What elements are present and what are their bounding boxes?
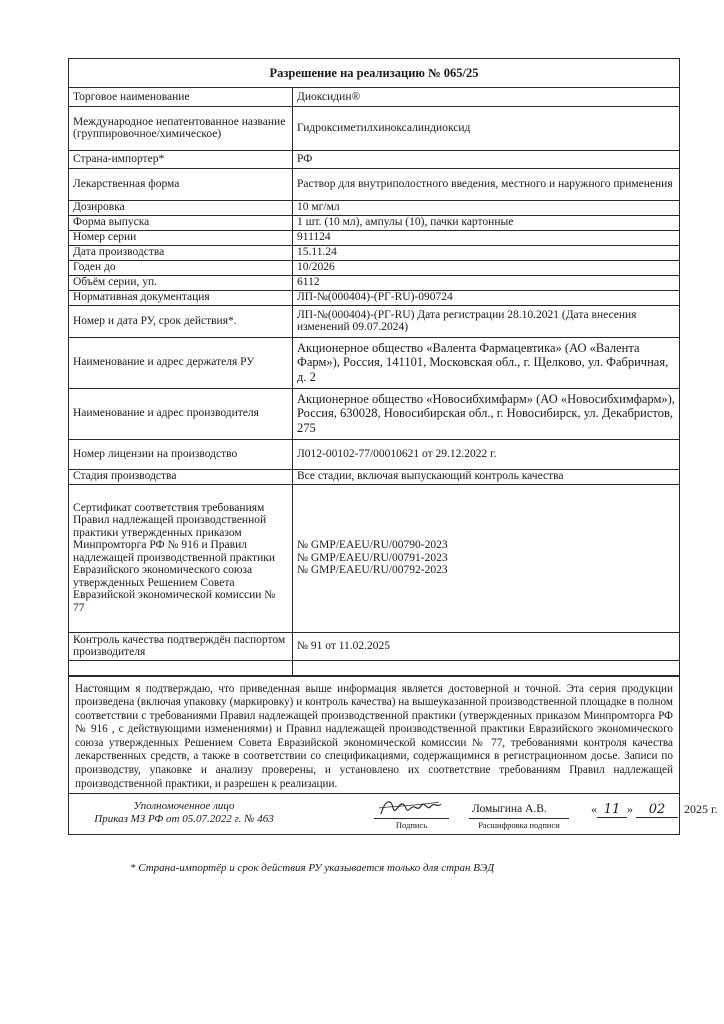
handwritten-signature <box>375 794 445 820</box>
date-day: 11 <box>597 802 627 818</box>
footnote: * Страна-импортёр и срок действия РУ указывается только для стран ВЭД <box>130 862 495 874</box>
row-value-production-date: 15.11.24 <box>293 245 680 260</box>
table-row <box>69 484 679 632</box>
row-value-inn: Гидроксиметилхиноксалиндиоксид <box>293 106 680 150</box>
product-info-table <box>69 88 679 676</box>
table-row <box>69 290 679 305</box>
table-row <box>69 439 679 469</box>
row-value-batch-number: 911124 <box>293 230 680 245</box>
row-label-batch-number: Номер серии <box>69 230 293 245</box>
row-label-inn: Международное непатентованное название (группировочное/химическое) <box>69 106 293 150</box>
row-value-registration: ЛП-№(000404)-(РГ-RU) Дата регистрации 28.10.2021 (Дата внесения изменений 09.07.2024) <box>293 305 680 337</box>
row-label-batch-size: Объём серии, уп. <box>69 275 293 290</box>
row-label-dosage-form: Лекарственная форма <box>69 168 293 200</box>
row-value-holder: Акционерное общество «Валента Фармацевтика» (АО «Валента Фарм»), Россия, 141101, Московская обл., г. Щелково, ул. Фабричная, д. 2 <box>293 337 680 388</box>
table-row <box>69 337 679 388</box>
table-row <box>69 260 679 275</box>
row-label-stage: Стадия производства <box>69 469 293 484</box>
row-label-expiry: Годен до <box>69 260 293 275</box>
row-value-gmp-certificates <box>293 484 680 632</box>
table-row <box>69 215 679 230</box>
table-row <box>69 230 679 245</box>
gmp-certificate-3: № GMP/EAEU/RU/00792-2023 <box>297 564 448 577</box>
table-row <box>69 150 679 168</box>
certification-statement: Настоящим я подтверждаю, что приведенная выше информация является достоверной и точной. Эта серия продукции произведена (включая упаковку (маркировку) и контроль качества) на вышеуказанной производственной площадке в полном соответствии с требованиями Правил надлежащей производственной практики (утвержденных приказом Минпромторга РФ № 916 , с действующими изменениями) и Правил надлежащей производственной практики Евразийского экономического союза утвержденных Решением Совета Евразийской экономической комиссии № 77, требованиями контроля качества лекарственных средств, а также в соответствии со спецификациями, содержащимися в регистрационном досье. Записи по производству, упаковке и анализу проверены, и установлено их соответствие требованиям Правил надлежащей производственной практики, и разрешен к реализации. <box>69 676 679 794</box>
row-value-normative-doc: ЛП-№(000404)-(РГ-RU)-090724 <box>293 290 680 305</box>
row-value-batch-size: 6112 <box>293 275 680 290</box>
row-label-importer-country: Страна-импортер* <box>69 150 293 168</box>
row-label-normative-doc: Нормативная документация <box>69 290 293 305</box>
gmp-certificate-2: № GMP/EAEU/RU/00791-2023 <box>297 551 448 564</box>
authorized-person-order: Приказ МЗ РФ от 05.07.2022 г. № 463 <box>94 813 274 826</box>
table-spacer-row <box>69 660 679 675</box>
row-value-dosage-form: Раствор для внутриполостного введения, местного и наружного применения <box>293 168 680 200</box>
table-row <box>69 305 679 337</box>
row-value-license: Л012-00102-77/00010621 от 29.12.2022 г. <box>293 439 680 469</box>
row-label-gmp-certificate: Сертификат соответствия требованиям Правил надлежащей производственной практики утвержденных приказом Минпромторга РФ № 916 и Правил надлежащей производственной практики Евразийского экономического союза утвержденных Решением Совета Евразийской экономической комиссии № 77 <box>69 484 293 632</box>
row-value-release-form: 1 шт. (10 мл), ампулы (10), пачки картонные <box>293 215 680 230</box>
row-label-holder: Наименование и адрес держателя РУ <box>69 337 293 388</box>
row-label-license: Номер лицензии на производство <box>69 439 293 469</box>
gmp-certificate-1: № GMP/EAEU/RU/00790-2023 <box>297 539 448 552</box>
document-title: Разрешение на реализацию № 065/25 <box>69 59 679 88</box>
date-year: 2025 г. <box>684 802 718 817</box>
row-label-dosage: Дозировка <box>69 200 293 215</box>
table-row <box>69 388 679 439</box>
authorized-person <box>69 800 299 826</box>
signature-date: « 11 » 02 2025 г. <box>591 802 718 818</box>
table-row <box>69 632 679 660</box>
signatory-name: Ломыгина А.В. <box>472 803 547 816</box>
row-label-quality-control: Контроль качества подтверждён паспортом производителя <box>69 632 293 660</box>
table-row <box>69 275 679 290</box>
table-row <box>69 200 679 215</box>
table-row <box>69 245 679 260</box>
row-value-expiry: 10/2026 <box>293 260 680 275</box>
table-row <box>69 106 679 150</box>
row-value-importer-country: РФ <box>293 150 680 168</box>
signature-block <box>69 793 718 834</box>
row-label-manufacturer: Наименование и адрес производителя <box>69 388 293 439</box>
table-row <box>69 469 679 484</box>
date-month: 02 <box>636 802 678 818</box>
table-row <box>69 168 679 200</box>
name-caption: Расшифровка подписи <box>478 820 560 831</box>
table-row <box>69 88 679 106</box>
release-permit-form <box>68 58 718 835</box>
row-label-trade-name: Торговое наименование <box>69 88 293 106</box>
row-value-quality-control: № 91 от 11.02.2025 <box>293 632 680 660</box>
row-value-stage: Все стадии, включая выпускающий контроль качества <box>293 469 680 484</box>
row-label-release-form: Форма выпуска <box>69 215 293 230</box>
row-value-trade-name: Диоксидин® <box>293 88 680 106</box>
signature-caption: Подпись <box>395 820 428 831</box>
authorized-person-title: Уполномоченное лицо <box>133 800 235 813</box>
row-label-registration: Номер и дата РУ, срок действия*. <box>69 305 293 337</box>
row-label-production-date: Дата производства <box>69 245 293 260</box>
row-value-dosage: 10 мг/мл <box>293 200 680 215</box>
row-value-manufacturer: Акционерное общество «Новосибхимфарм» (АО «Новосибхимфарм»), Россия, 630028, Новосибирская обл., г. Новосибирск, ул. Декабристов, 275 <box>293 388 680 439</box>
